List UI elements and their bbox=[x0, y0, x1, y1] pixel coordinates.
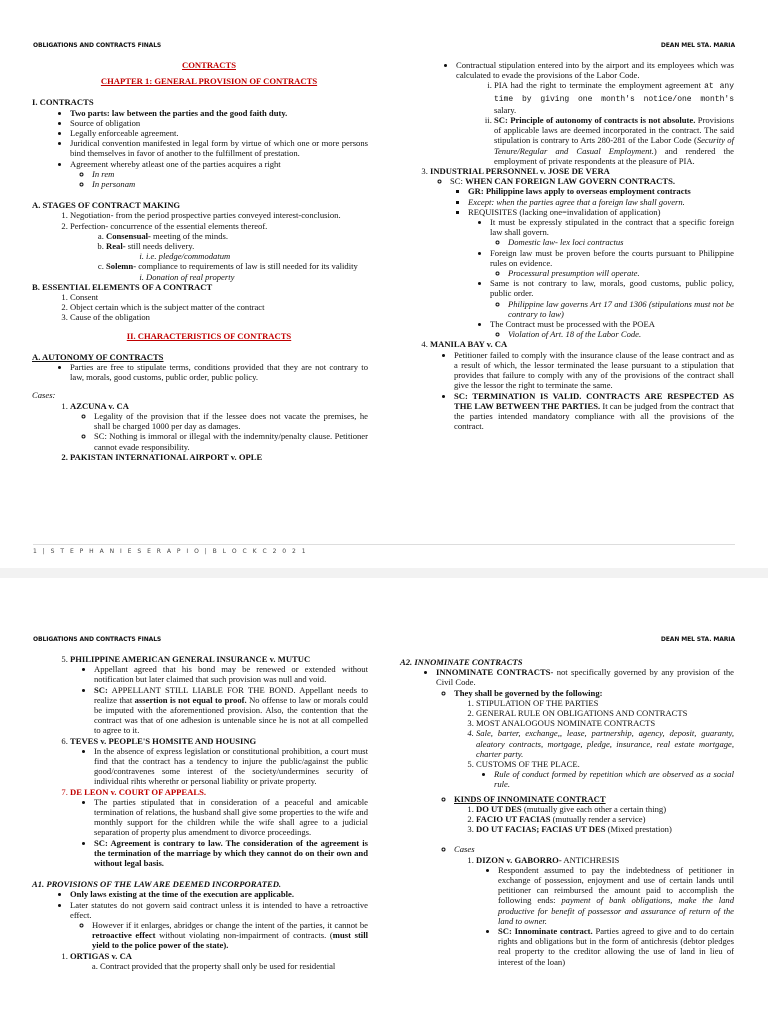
list-item: i. i.e. pledge/commodatum bbox=[146, 251, 368, 261]
list-item: 4. Sale, barter, exchange,, lease, partnership, agency, deposit, guaranty, aleatory contracts, mortgage, pledge, insurance, real estate mortgage, charter party. bbox=[476, 728, 734, 759]
section-heading: A2. INNOMINATE CONTRACTS bbox=[400, 657, 523, 667]
list-item: a. Consensual- meeting of the minds. bbox=[106, 231, 368, 241]
list-item: i. Donation of real property bbox=[146, 272, 368, 282]
list-item: 2. Perfection- concurrence of the essential elements thereof. a. Consensual- meeting of the minds. b. Real- still needs delivery. i. i.e. pledge/commodatum c. Solemn- compliance to requirements of law is still needed for its validity i. Donation of real property bbox=[70, 221, 368, 282]
list-item: 2. FACIO UT FACIAS (mutually render a service) bbox=[476, 814, 734, 824]
list-item: • INNOMINATE CONTRACTS- not specifically governed by any provision of the Civil Code. ◦ They shall be governed by the following: 1. STIPULATION OF THE PARTIES 2. GENERAL RULE ON OBLIGATIONS AND CONTRACTS 3. MOST ANALOGOUS NOMINATE CONTRACTS 4. Sale, barter, exchange,, lease, partnership, agency, deposit, guaranty, aleatory contracts, mortgage, pledge, insurance, real estate mortgage, charter party. 5. CUSTOMS OF THE PLACE. • Rule of conduct formed by repetition which are observed as a social rule. ◦ KINDS OF INNOMINATE CONTRACT 1. DO UT DES (mutually give each other a certain thing) 2. FACIO UT FACIAS (mutually render a service) 3. DO UT FACIAS; FACIAS UT DES (Mixed prestation) ◦ Cases 1. DIZON v. GABORRO- ANTICHRESIS • Respondent assumed to pay the indebtedness of petitioner in exchange of possession, enjoyment and use of certain lands until petitioner can reimbursed the amount paid to accomplish the following ends: payment of bank obligations, make the land productive for benefit of possessor and assurance of return of the land to owner. • SC: Innominate contract. Parties agreed to give and to do certain rights and obligations but in the form of antichresis (debtor pledges real property to the creditor allowing the use of land in lieu of interest of the loan) bbox=[436, 667, 734, 967]
list-item: • Agreement whereby atleast one of the parties acquires a right ◦ In rem ◦ In personam bbox=[70, 159, 368, 190]
list-item: 1. DO UT DES (mutually give each other a certain thing) bbox=[476, 804, 734, 814]
bullet-list bbox=[50, 889, 368, 950]
footer-divider bbox=[33, 544, 735, 545]
list-item: ▪ Except: when the parties agree that a foreign law shall govern. bbox=[468, 197, 734, 207]
list-item: • Rule of conduct formed by repetition which are observed as a social rule. bbox=[494, 769, 734, 789]
document-page-2 bbox=[0, 578, 768, 1024]
list-item: 3. MOST ANALOGOUS NOMINATE CONTRACTS bbox=[476, 718, 734, 728]
doc-title: CONTRACTS bbox=[182, 60, 236, 70]
list-item: 1. Consent bbox=[70, 292, 368, 302]
list-item: 2. PAKISTAN INTERNATIONAL AIRPORT v. OPLE bbox=[70, 452, 368, 462]
list-item: • SC: Agreement is contrary to law. The consideration of the agreement is the termination of the marriage by which they cannot do on their own and without legal basis. bbox=[94, 838, 368, 869]
list-item: c. Solemn- compliance to requirements of law is still needed for its validity i. Donation of real property bbox=[106, 261, 368, 281]
numbered-list bbox=[50, 654, 368, 868]
page2-right-column bbox=[400, 654, 734, 967]
bullet-list bbox=[50, 362, 368, 382]
section-heading: B. ESSENTIAL ELEMENTS OF A CONTRACT bbox=[32, 281, 213, 292]
section-heading: A. AUTONOMY OF CONTRACTS bbox=[32, 351, 164, 362]
list-item: ▪ REQUISITES (lacking one=invalidation of application) • It must be expressly stipulated in the contract that a specific foreign law shall govern. ◦ Domestic law- lex loci contractus • Foreign law must be proven before the courts pursuant to Philippine rules on evidence. ◦ Processural presumption will operate. • Same is not contrary to law, morals, good customs, public policy, public order. ◦ Philippine law governs Art 17 and 1306 (stipulations must not be contrary to law) • The Contract must be processed with the POEA ◦ Violation of Art. 18 of the Labor Code. bbox=[468, 207, 734, 340]
list-item: ◦ SC: WHEN CAN FOREIGN LAW GOVERN CONTRACTS. ▪ GR: Philippine laws apply to overseas employment contracts ▪ Except: when the parties agree that a foreign law shall govern. ▪ REQUISITES (lacking one=invalidation of application) • It must be expressly stipulated in the contract that a specific foreign law shall govern. ◦ Domestic law- lex loci contractus • Foreign law must be proven before the courts pursuant to Philippine rules on evidence. ◦ Processural presumption will operate. • Same is not contrary to law, morals, good customs, public policy, public order. ◦ Philippine law governs Art 17 and 1306 (stipulations must not be contrary to law) • The Contract must be processed with the POEA ◦ Violation of Art. 18 of the Labor Code. bbox=[450, 176, 734, 339]
list-item: 5. PHILIPPINE AMERICAN GENERAL INSURANCE v. MUTUC • Appellant agreed that his bond may be renewed or extended without notification but later claimed that such provision was null and void. • SC: APPELLANT STILL LIABLE FOR THE BOND. Appellant needs to realize that assertion is not equal to proof. No offense to law or morals could be imputed with the aforementioned provision. Also, the contention that the contract was that of one adhesion is untenable since he is not at all compelled to agree to it. bbox=[70, 654, 368, 736]
bullet-list bbox=[416, 60, 734, 166]
list-item: 6. TEVES v. PEOPLE'S HOMSITE AND HOUSING • In the absence of express legislation or constitutional prohibition, a court must find that the contract has a tendency to injure the public/against the public good/contravenes some interest of the society/undermines security of individual rihts wherethr or personal liability or private property. bbox=[70, 736, 368, 787]
list-item: 3. Cause of the obligation bbox=[70, 312, 368, 322]
list-item: 5. CUSTOMS OF THE PLACE. • Rule of conduct formed by repetition which are observed as a social rule. bbox=[476, 759, 734, 790]
list-item: • In the absence of express legislation or constitutional prohibition, a court must find that the contract has a tendency to injure the public/against the public good/contravenes some interest of the society/undermines security of individual rihts wherethr or personal liability or private property. bbox=[94, 746, 368, 787]
chapter-title: II. CHARACTERISTICS OF CONTRACTS bbox=[126, 330, 292, 341]
list-item: • Petitioner failed to comply with the insurance clause of the lease contract and as a result of which, the lessor terminated the lease pursuant to a stipulation that provides that failure to comply with any of the provisions of the contract shall give the lessor the right to terminate the same. bbox=[454, 350, 734, 391]
list-item: ◦ They shall be governed by the following: 1. STIPULATION OF THE PARTIES 2. GENERAL RULE ON OBLIGATIONS AND CONTRACTS 3. MOST ANALOGOUS NOMINATE CONTRACTS 4. Sale, barter, exchange,, lease, partnership, agency, deposit, guaranty, aleatory contracts, mortgage, pledge, insurance, real estate mortgage, charter party. 5. CUSTOMS OF THE PLACE. • Rule of conduct formed by repetition which are observed as a social rule. bbox=[454, 688, 734, 790]
list-item: ◦ SC: Nothing is immoral or illegal with the indemnity/penalty clause. Petitioner cannot evade responsibility. bbox=[94, 431, 368, 451]
list-item: 2. GENERAL RULE ON OBLIGATIONS AND CONTRACTS bbox=[476, 708, 734, 718]
list-item: • The Contract must be processed with the POEA ◦ Violation of Art. 18 of the Labor Code. bbox=[490, 319, 734, 339]
header-professor: DEAN MEL STA. MARIA bbox=[660, 636, 735, 643]
list-item: ◦ Cases 1. DIZON v. GABORRO- ANTICHRESIS • Respondent assumed to pay the indebtedness of petitioner in exchange of possession, enjoyment and use of certain lands until petitioner can reimbursed the amount paid to accomplish the following ends: payment of bank obligations, make the land productive for benefit of possessor and assurance of return of the land to owner. • SC: Innominate contract. Parties agreed to give and to do certain rights and obligations but in the form of antichresis (debtor pledges real property to the creditor allowing the use of land in lieu of interest of the loan) bbox=[454, 844, 734, 966]
list-item: ◦ Philippine law governs Art 17 and 1306 (stipulations must not be contrary to law) bbox=[508, 299, 734, 319]
numbered-list bbox=[50, 210, 368, 281]
header-course: OBLIGATIONS AND CONTRACTS FINALS bbox=[33, 42, 162, 49]
list-item: 3. DO UT FACIAS; FACIAS UT DES (Mixed prestation) bbox=[476, 824, 734, 834]
list-item: a. Contract provided that the property shall only be used for residential bbox=[100, 961, 368, 971]
list-item: • Only laws existing at the time of the execution are applicable. bbox=[70, 889, 368, 899]
list-item: • Respondent assumed to pay the indebtedness of petitioner in exchange of possession, enjoyment and use of certain lands until petitioner can reimbursed the amount paid to accomplish the following ends: payment of bank obligations, make the land productive for benefit of possessor and assurance of return of the land to owner. bbox=[498, 865, 734, 926]
numbered-list bbox=[50, 951, 368, 971]
page1-left-column bbox=[32, 60, 368, 462]
list-item: 1. AZCUNA v. CA ◦ Legality of the provision that if the lessee does not vacate the premises, he shall be charged 1000 per day as damages. ◦ SC: Nothing is immoral or illegal with the indemnity/penalty clause. Petitioner cannot evade responsibility. bbox=[70, 401, 368, 452]
list-item: • Parties are free to stipulate terms, conditions provided that they are not contrary to law, morals, good customs, public order, public policy. bbox=[70, 362, 368, 382]
section-heading: A. STAGES OF CONTRACT MAKING bbox=[32, 200, 181, 211]
list-item: ◦ KINDS OF INNOMINATE CONTRACT 1. DO UT DES (mutually give each other a certain thing) 2. FACIO UT FACIAS (mutually render a service) 3. DO UT FACIAS; FACIAS UT DES (Mixed prestation) bbox=[454, 794, 734, 835]
list-item: • The parties stipulated that in consideration of a peaceful and amicable termination of relations, the husband shall give some properties to the wife and monthly support for the children while the wife shall agree to a judicial separation of property plus amendment to divorce proceedings. bbox=[94, 797, 368, 838]
list-item: ◦ Domestic law- lex loci contractus bbox=[508, 237, 734, 247]
list-item: ◦ In rem bbox=[92, 169, 368, 179]
list-item: 1. STIPULATION OF THE PARTIES bbox=[476, 698, 734, 708]
list-item: • Contractual stipulation entered into by the airport and its employees which was calculated to evade the provisions of the Labor Code. i. PIA had the right to terminate the employment agreement at any time by giving one month's notice/one month's salary. ii. SC: Principle of autonomy of contracts is not absolute. Provisions of applicable laws are deemed incorporated in the contract. The said stipulation is contrary to Arts 280-281 of the Labor Code (Security of Tenure/Regular and Casual Employment.) and rendered the employment of private respondents at the pleasure of PIA. bbox=[456, 60, 734, 166]
list-item: • SC: TERMINATION IS VALID. CONTRACTS ARE RESPECTED AS THE LAW BETWEEN THE PARTIES. It can be judged from the contract that the parties intended mandatory compliance with all the provisions of the contract. bbox=[454, 391, 734, 432]
list-item: ◦ Violation of Art. 18 of the Labor Code. bbox=[508, 329, 734, 339]
bullet-list bbox=[50, 108, 368, 190]
header-course: OBLIGATIONS AND CONTRACTS FINALS bbox=[33, 636, 162, 643]
list-item: 7. DE LEON v. COURT OF APPEALS. • The parties stipulated that in consideration of a peaceful and amicable termination of relations, the husband shall give some properties to the wife and monthly support for the children while the wife shall agree to a judicial separation of property plus amendment to divorce proceedings. • SC: Agreement is contrary to law. The consideration of the agreement is the termination of the marriage by which they cannot do on their own and without legal basis. bbox=[70, 787, 368, 869]
list-item: 1. ORTIGAS v. CA a. Contract provided that the property shall only be used for residential bbox=[70, 951, 368, 971]
list-item: • Source of obligation bbox=[70, 118, 368, 128]
page2-left-column bbox=[32, 654, 368, 971]
list-item: • It must be expressly stipulated in the contract that a specific foreign law shall govern. ◦ Domestic law- lex loci contractus bbox=[490, 217, 734, 248]
list-item: • Juridical convention manifested in legal form by virtue of which one or more persons bind themselves in favor of another to the fulfillment of prestation. bbox=[70, 138, 368, 158]
chapter-title: CHAPTER 1: GENERAL PROVISION OF CONTRACTS bbox=[100, 76, 318, 87]
list-item: ◦ Legality of the provision that if the lessee does not vacate the premises, he shall be charged 1000 per day as damages. bbox=[94, 411, 368, 431]
list-item: ◦ Processural presumption will operate. bbox=[508, 268, 734, 278]
page-footer: 1 | S T E P H A N I E S E R A P I O | B L O C K C 2 0 2 1 bbox=[33, 548, 308, 555]
list-item: • SC: Innominate contract. Parties agreed to give and to do certain rights and obligations but in the form of antichresis (debtor pledges real property to the creditor allowing the use of land in lieu of interest of the loan) bbox=[498, 926, 734, 967]
section-heading: A1. PROVISIONS OF THE LAW ARE DEEMED INCORPORATED. bbox=[32, 879, 282, 890]
list-item: • Same is not contrary to law, morals, good customs, public policy, public order. ◦ Philippine law governs Art 17 and 1306 (stipulations must not be contrary to law) bbox=[490, 278, 734, 319]
numbered-list bbox=[416, 166, 734, 431]
list-item: 1. DIZON v. GABORRO- ANTICHRESIS • Respondent assumed to pay the indebtedness of petitioner in exchange of possession, enjoyment and use of certain lands until petitioner can reimbursed the amount paid to accomplish the following ends: payment of bank obligations, make the land productive for benefit of possessor and assurance of return of the land to owner. • SC: Innominate contract. Parties agreed to give and to do certain rights and obligations but in the form of antichresis (debtor pledges real property to the creditor allowing the use of land in lieu of interest of the loan) bbox=[476, 855, 734, 967]
header-professor: DEAN MEL STA. MARIA bbox=[660, 42, 735, 49]
list-item: 3. INDUSTRIAL PERSONNEL v. JOSE DE VERA ◦ SC: WHEN CAN FOREIGN LAW GOVERN CONTRACTS. ▪ GR: Philippine laws apply to overseas employment contracts ▪ Except: when the parties agree that a foreign law shall govern. ▪ REQUISITES (lacking one=invalidation of application) • It must be expressly stipulated in the contract that a specific foreign law shall govern. ◦ Domestic law- lex loci contractus • Foreign law must be proven before the courts pursuant to Philippine rules on evidence. ◦ Processural presumption will operate. • Same is not contrary to law, morals, good customs, public policy, public order. ◦ Philippine law governs Art 17 and 1306 (stipulations must not be contrary to law) • The Contract must be processed with the POEA ◦ Violation of Art. 18 of the Labor Code. bbox=[430, 166, 734, 339]
list-item: • Later statutes do not govern said contract unless it is intended to have a retroactive effect. ◦ However if it enlarges, abridges or change the intent of the parties, it cannot be retroactive effect without violating non-impairment of contracts. (must still yield to the police power of the state). bbox=[70, 900, 368, 951]
bullet-list bbox=[416, 667, 734, 967]
section-heading: I. CONTRACTS bbox=[32, 97, 94, 108]
list-item: ◦ In personam bbox=[92, 179, 368, 189]
numbered-list bbox=[50, 401, 368, 462]
list-item: 1. Negotiation- from the period prospective parties conveyed interest-conclusion. bbox=[70, 210, 368, 220]
list-item: ◦ However if it enlarges, abridges or change the intent of the parties, it cannot be retroactive effect without violating non-impairment of contracts. (must still yield to the police power of the state). bbox=[92, 920, 368, 951]
list-item: 4. MANILA BAY v. CA • Petitioner failed to comply with the insurance clause of the lease contract and as a result of which, the lessor terminated the lease pursuant to a stipulation that provides that failure to comply with any of the provisions of the contract shall give the lessor the right to terminate the same. • SC: TERMINATION IS VALID. CONTRACTS ARE RESPECTED AS THE LAW BETWEEN THE PARTIES. It can be judged from the contract that the parties intended mandatory compliance with all the provisions of the contract. bbox=[430, 339, 734, 431]
list-item: • Foreign law must be proven before the courts pursuant to Philippine rules on evidence. ◦ Processural presumption will operate. bbox=[490, 248, 734, 279]
list-item: i. PIA had the right to terminate the employment agreement at any time by giving one month's notice/one month's salary. bbox=[494, 80, 734, 115]
list-item: • Two parts: law between the parties and the good faith duty. bbox=[70, 108, 368, 118]
list-item: • SC: APPELLANT STILL LIABLE FOR THE BOND. Appellant needs to realize that assertion is not equal to proof. No offense to law or morals could be imputed with the aforementioned provision. Also, the contention that the contract was that of one adhesion is untenable since he is not at all compelled to agree to it. bbox=[94, 685, 368, 736]
list-item: • Legally enforceable agreement. bbox=[70, 128, 368, 138]
page1-right-column bbox=[416, 60, 734, 431]
cases-label: Cases: bbox=[32, 390, 56, 401]
numbered-list bbox=[50, 292, 368, 323]
list-item: b. Real- still needs delivery. i. i.e. pledge/commodatum bbox=[106, 241, 368, 261]
list-item: ▪ GR: Philippine laws apply to overseas employment contracts bbox=[468, 186, 734, 196]
list-item: 2. Object certain which is the subject matter of the contract bbox=[70, 302, 368, 312]
list-item: ii. SC: Principle of autonomy of contracts is not absolute. Provisions of applicable laws are deemed incorporated in the contract. The said stipulation is contrary to Arts 280-281 of the Labor Code (Security of Tenure/Regular and Casual Employment.) and rendered the employment of private respondents at the pleasure of PIA. bbox=[494, 115, 734, 166]
list-item: • Appellant agreed that his bond may be renewed or extended without notification but later claimed that such provision was null and void. bbox=[94, 664, 368, 684]
